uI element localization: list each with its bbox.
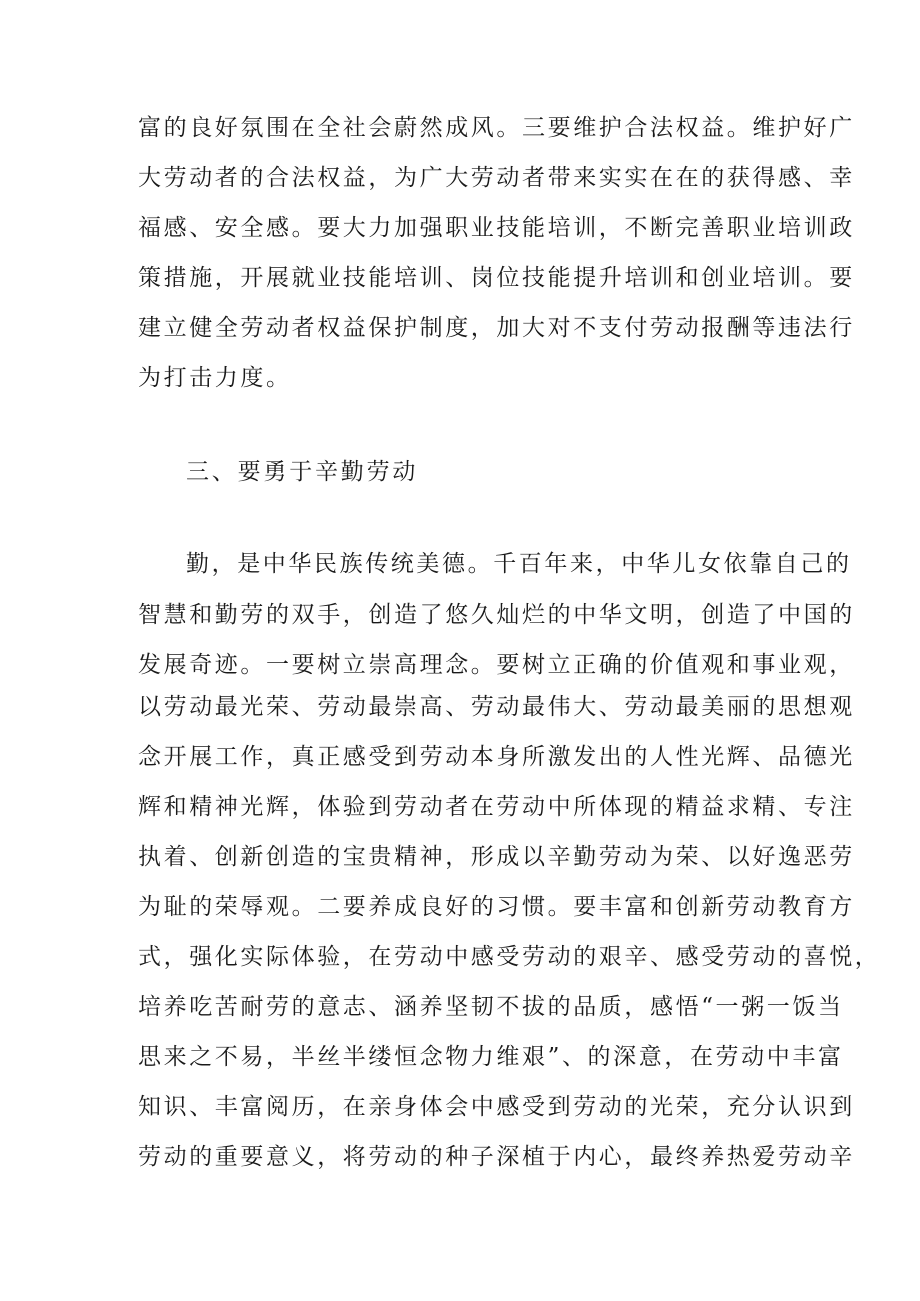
text-line: 思来之不易，半丝半缕恒念物力维艰”、的深意，在劳动中丰富 <box>138 1044 844 1070</box>
text-line: 式，强化实际体验，在劳动中感受劳动的艰辛、感受劳动的喜悦， <box>138 944 881 970</box>
text-line: 智慧和勤劳的双手，创造了悠久灿烂的中华文明，创造了中国的 <box>138 602 855 628</box>
text-line: 劳动的重要意义，将劳动的种子深植于内心，最终养热爱劳动辛 <box>138 1144 855 1170</box>
text-line: 策措施，开展就业技能培训、岗位技能提升培训和创业培训。要 <box>138 265 855 291</box>
text-line: 以劳动最光荣、劳动最崇高、劳动最伟大、劳动最美丽的思想观 <box>138 694 855 720</box>
text-line: 富的良好氛围在全社会蔚然成风。三要维护合法权益。维护好广 <box>138 115 855 141</box>
text-line: 大劳动者的合法权益，为广大劳动者带来实实在在的获得感、幸 <box>138 165 855 191</box>
text-line: 念开展工作，真正感受到劳动本身所激发出的人性光辉、品德光 <box>138 744 855 770</box>
text-line: 知识、丰富阅历，在亲身体会中感受到劳动的光荣，充分认识到 <box>138 1094 855 1120</box>
text-line: 建立健全劳动者权益保护制度，加大对不支付劳动报酬等违法行 <box>138 315 855 341</box>
text-line: 为耻的荣辱观。二要养成良好的习惯。要丰富和创新劳动教育方 <box>138 894 855 920</box>
text-line: 勤，是中华民族传统美德。千百年来，中华儿女依靠自己的 <box>186 551 852 577</box>
text-line: 培养吃苦耐劳的意志、涵养坚韧不拔的品质，感悟“一粥一饭当 <box>138 994 844 1020</box>
text-line: 福感、安全感。要大力加强职业技能培训，不断完善职业培训政 <box>138 215 855 241</box>
text-line: 发展奇迹。一要树立崇高理念。要树立正确的价值观和事业观， <box>138 652 855 678</box>
section-heading: 三、要勇于辛勤劳动 <box>186 459 419 485</box>
text-line: 执着、创新创造的宝贵精神，形成以辛勤劳动为荣、以好逸恶劳 <box>138 844 855 870</box>
text-line: 为打击力度。 <box>138 365 292 391</box>
text-line: 辉和精神光辉，体验到劳动者在劳动中所体现的精益求精、专注 <box>138 794 855 820</box>
